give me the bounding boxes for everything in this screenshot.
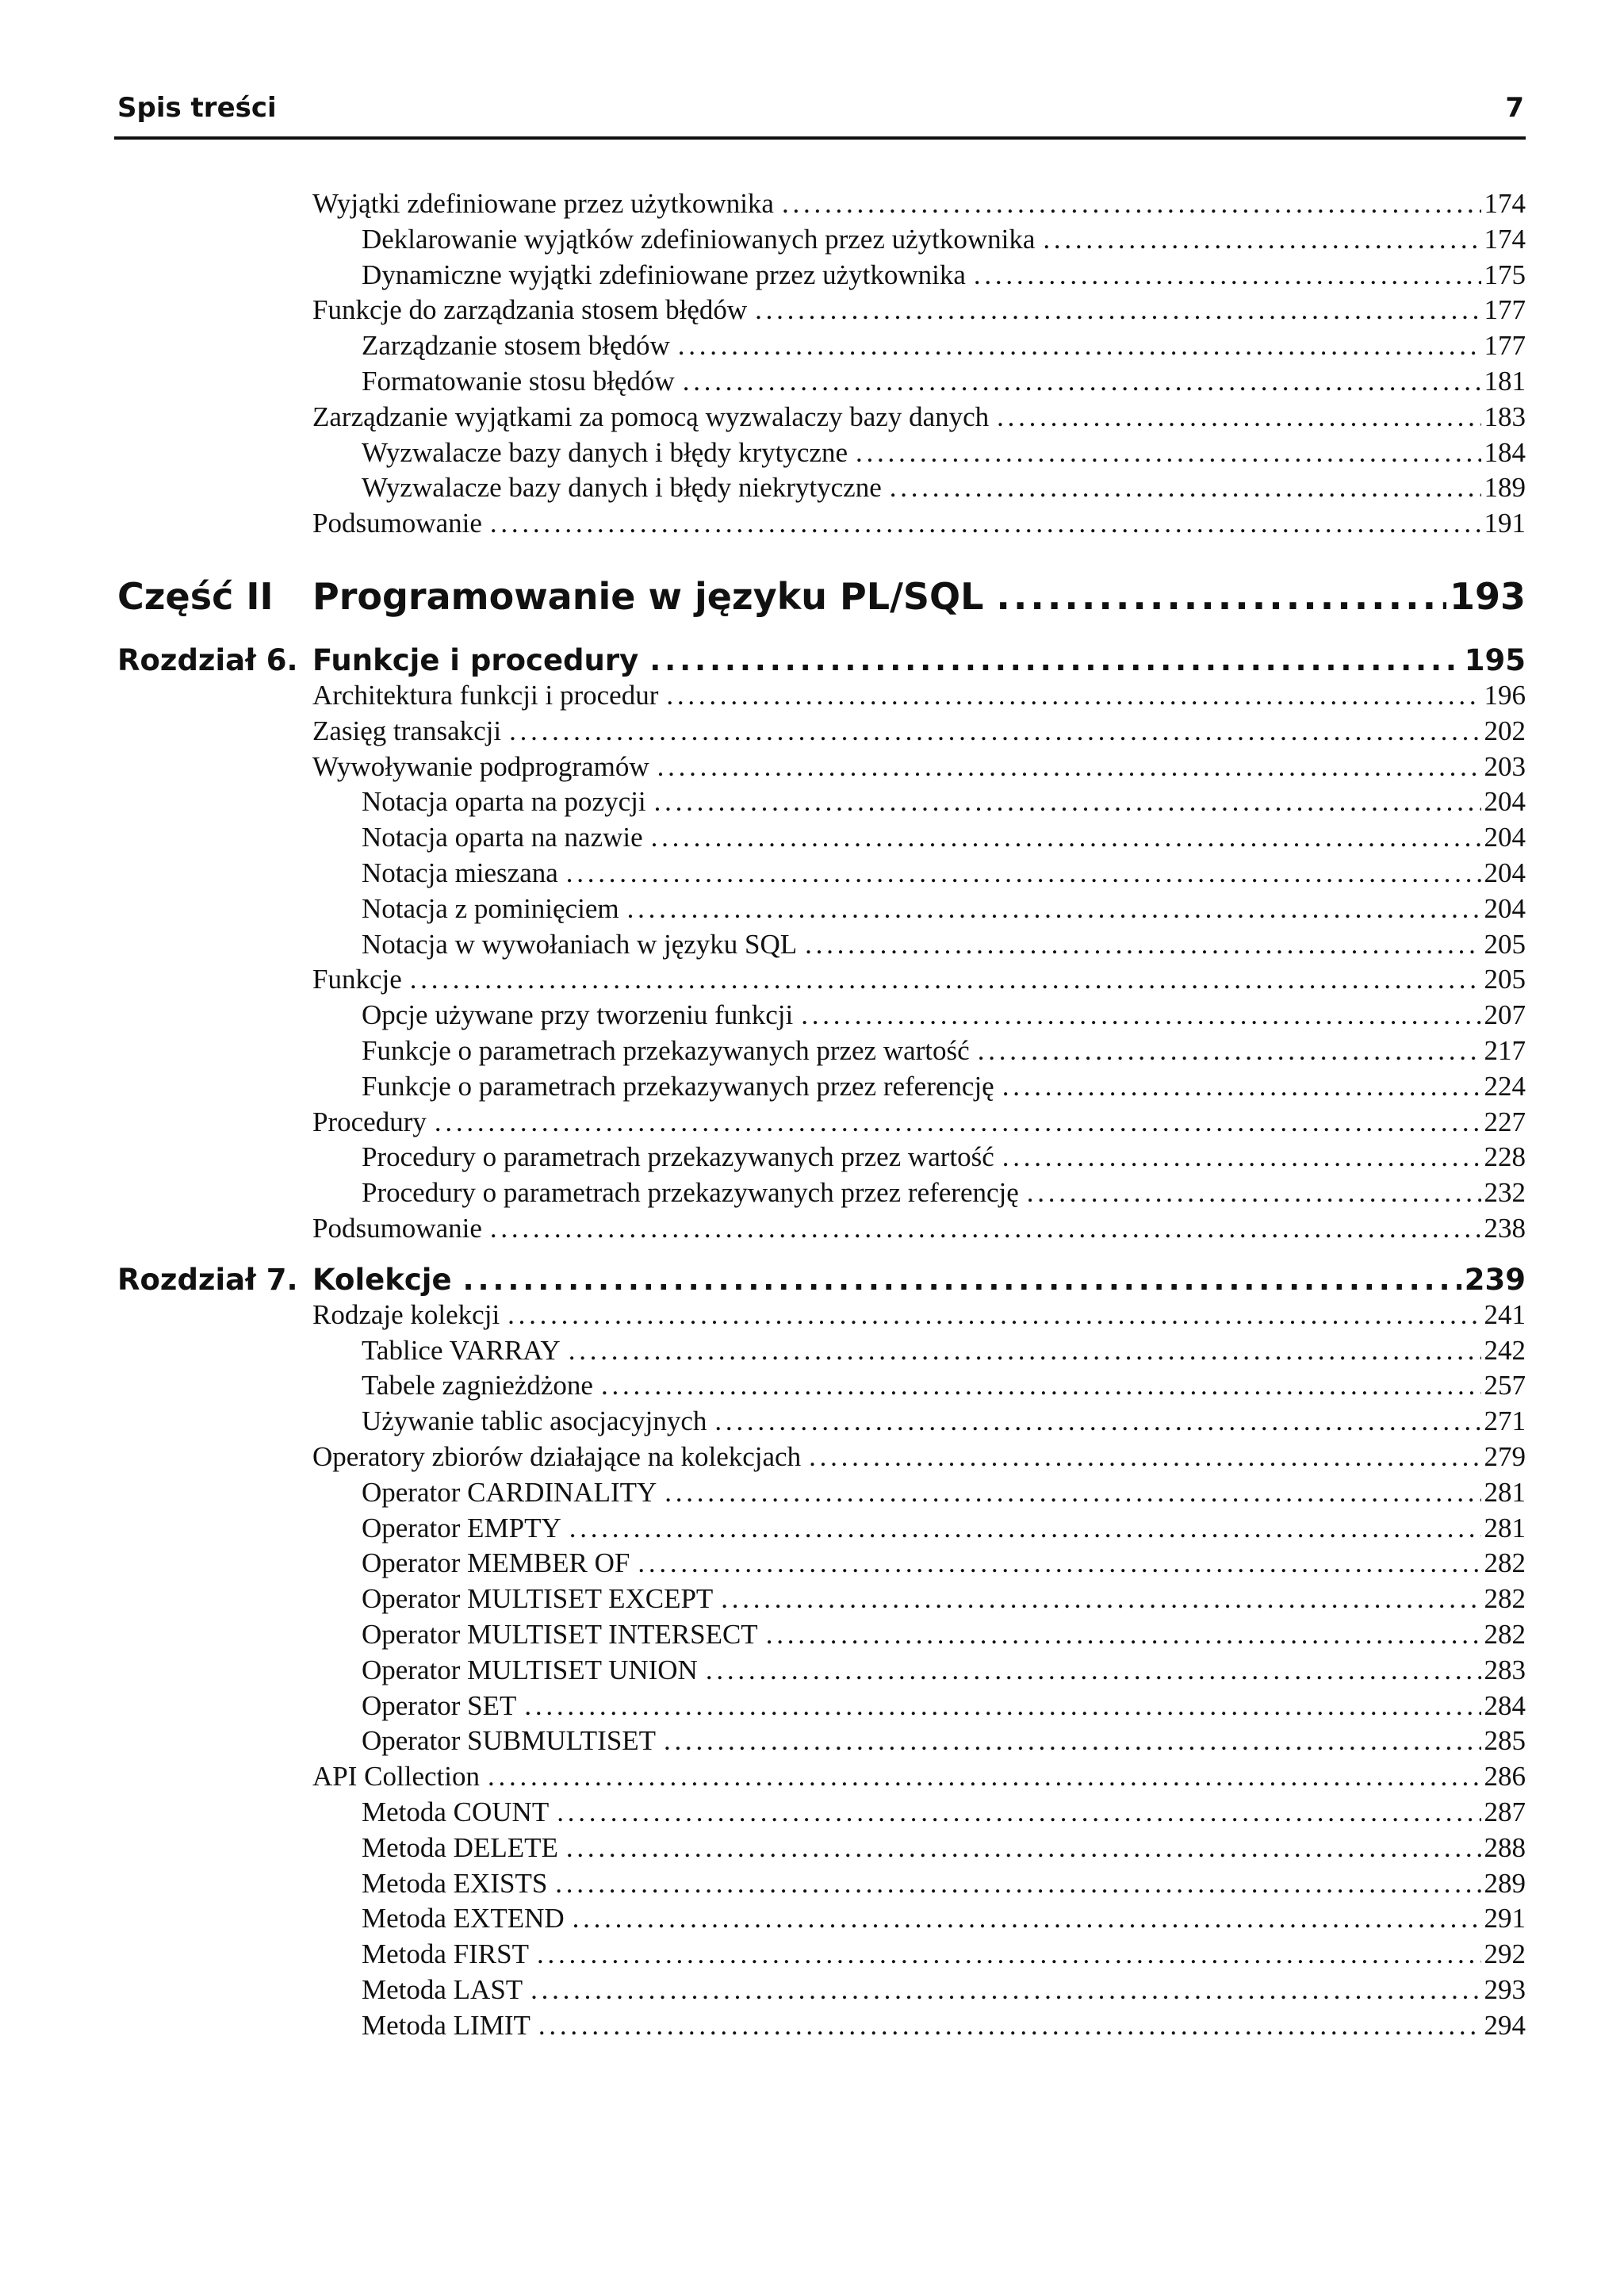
toc-entry-page-number: 204 [1484, 786, 1526, 818]
toc-entry [312, 680, 1526, 711]
toc-entry [362, 1583, 1526, 1615]
toc-entry [362, 1868, 1526, 1900]
toc-entry-row [114, 715, 1526, 750]
toc-entry-row [114, 2010, 1526, 2045]
toc-entry-page-number: 271 [1484, 1405, 1526, 1437]
toc-entry [312, 1106, 1526, 1138]
toc-entry-title: Operator SET [362, 1689, 517, 1721]
toc-entry-page-number: 241 [1484, 1298, 1526, 1330]
toc-entry-page-number: 232 [1484, 1177, 1526, 1209]
toc-entry-page-number: 191 [1484, 508, 1526, 539]
dot-leader [665, 1477, 1480, 1509]
toc-entry [312, 751, 1526, 783]
toc-entry-page-number: 224 [1484, 1070, 1526, 1102]
toc-entry-row [114, 330, 1526, 365]
toc-entry-title: Kolekcje [312, 1262, 452, 1297]
toc-entry [362, 1690, 1526, 1722]
toc-entry [362, 259, 1526, 291]
toc-entry-page-number: 282 [1484, 1583, 1526, 1615]
toc-entry [362, 366, 1526, 397]
toc-entry-row [114, 508, 1526, 543]
dot-leader [651, 822, 1481, 853]
toc-entry-row [114, 437, 1526, 472]
toc-entry-title: Metoda LAST [362, 1974, 523, 2005]
toc-entry-row [114, 1177, 1526, 1212]
toc-entry-row [114, 401, 1526, 436]
toc-entry-title: Notacja w wywołaniach w języku SQL [362, 928, 798, 960]
toc-entry-title: Notacja oparta na nazwie [362, 822, 643, 853]
toc-entry [362, 1974, 1526, 2006]
dot-leader [463, 1263, 1461, 1297]
toc-entry-page-number: 202 [1484, 715, 1526, 746]
toc-entry-title: Notacja mieszana [362, 857, 558, 888]
toc-entry [362, 1938, 1526, 1970]
toc-entry [362, 1832, 1526, 1864]
toc-entry-page-number: 174 [1484, 188, 1526, 219]
part-label: Część II [117, 575, 274, 618]
toc-entry-title: Funkcje i procedury [312, 643, 639, 677]
toc-entry-page-number: 288 [1484, 1831, 1526, 1863]
toc-entry-title: Procedury o parametrach przekazywanych przez wartość [362, 1141, 994, 1173]
dot-leader [890, 472, 1481, 504]
toc-entry-title: Metoda EXTEND [362, 1903, 565, 1934]
toc-entry-title: Procedury [312, 1106, 427, 1137]
dot-leader [1043, 224, 1480, 255]
toc-entry [312, 575, 1526, 618]
toc-entry [362, 1547, 1526, 1579]
toc-entry-row [114, 1761, 1526, 1796]
toc-entry-row [114, 1868, 1526, 1903]
toc-entry [362, 1141, 1526, 1173]
toc-entry-title: Metoda LIMIT [362, 2009, 530, 2041]
toc-entry-row [114, 1832, 1526, 1867]
toc-entry [362, 1477, 1526, 1509]
dot-leader [678, 330, 1481, 362]
toc-entry-page-number: 177 [1484, 330, 1526, 362]
toc-entry-row [114, 1513, 1526, 1547]
toc-entry-title: Tabele zagnieżdżone [362, 1370, 593, 1401]
toc-entry-page-number: 204 [1484, 822, 1526, 853]
dot-leader [714, 1405, 1480, 1437]
toc-entry-page-number: 292 [1484, 1938, 1526, 1970]
toc-entry-row [114, 188, 1526, 223]
toc-entry [312, 1761, 1526, 1793]
toc-entry-row [114, 472, 1526, 507]
toc-entry-title: Deklarowanie wyjątków zdefiniowanych przez użytkownika [362, 223, 1036, 255]
dot-leader [435, 1106, 1481, 1138]
toc-entry-row [114, 1974, 1526, 2009]
toc-entry-row [114, 1441, 1526, 1476]
toc-entry [312, 964, 1526, 995]
toc-entry-page-number: 242 [1484, 1334, 1526, 1366]
toc-entry-row [114, 857, 1526, 892]
dot-leader [996, 575, 1446, 618]
toc-entry [362, 929, 1526, 961]
toc-entry-title: Wyzwalacze bazy danych i błędy niekrytyczne [362, 472, 882, 504]
toc-entry-page-number: 175 [1484, 259, 1526, 290]
toc-entry [362, 1796, 1526, 1828]
toc-entry [362, 1035, 1526, 1067]
toc-entry-page-number: 205 [1484, 928, 1526, 960]
toc-entry-page-number: 204 [1484, 857, 1526, 888]
toc-entry-title: Tablice VARRAY [362, 1334, 561, 1366]
toc-entry [362, 893, 1526, 925]
toc-entry-row [114, 893, 1526, 928]
toc-entry [362, 1177, 1526, 1209]
toc-entry-row [114, 366, 1526, 401]
toc-entry-row [114, 999, 1526, 1034]
toc-entry-page-number: 281 [1484, 1512, 1526, 1543]
toc-entry-page-number: 204 [1484, 892, 1526, 924]
toc-entry [362, 1725, 1526, 1757]
dot-leader [508, 1299, 1480, 1331]
toc-entry [312, 401, 1526, 433]
toc-entry [362, 857, 1526, 889]
toc-entry [312, 1299, 1526, 1331]
toc-entry-title: Wyzwalacze bazy danych i błędy krytyczne [362, 436, 848, 468]
toc-entry [362, 330, 1526, 362]
toc-entry-row [114, 1619, 1526, 1654]
toc-entry-row [114, 751, 1526, 786]
dot-leader [1002, 1071, 1481, 1102]
page-header [114, 92, 1526, 140]
toc-entry [362, 786, 1526, 818]
toc-entry-page-number: 228 [1484, 1141, 1526, 1173]
toc-entry-page-number: 217 [1484, 1035, 1526, 1066]
toc-entry-page-number: 238 [1484, 1213, 1526, 1244]
toc-entry-row [114, 1547, 1526, 1582]
toc-entry-row [114, 1405, 1526, 1440]
toc-entry [362, 1405, 1526, 1437]
chapter-label: Rozdział 6. [117, 643, 298, 677]
toc-entry-title: Procedury o parametrach przekazywanych przez referencję [362, 1177, 1019, 1209]
toc-entry-row [114, 1655, 1526, 1689]
chapter-label: Rozdział 7. [117, 1262, 298, 1297]
toc-entry-page-number: 189 [1484, 472, 1526, 504]
toc-entry-row [114, 1071, 1526, 1106]
toc-entry [312, 188, 1526, 220]
toc-entry-title: Funkcje o parametrach przekazywanych przez referencję [362, 1070, 994, 1102]
dot-leader [538, 2010, 1481, 2042]
toc-entry-row [114, 1938, 1526, 1973]
dot-leader [805, 929, 1480, 961]
toc-entry-page-number: 293 [1484, 1974, 1526, 2005]
dot-leader [601, 1370, 1481, 1401]
toc-entry-row [114, 786, 1526, 821]
toc-entry-page-number: 239 [1464, 1262, 1526, 1297]
toc-entry [312, 715, 1526, 747]
toc-entry-row [114, 259, 1526, 294]
toc-entry [362, 472, 1526, 504]
toc-entry-title: Zarządzanie wyjątkami za pomocą wyzwalaczy bazy danych [312, 401, 990, 432]
toc-entry-row [114, 294, 1526, 329]
toc-entry-page-number: 195 [1464, 643, 1526, 677]
dot-leader [801, 999, 1480, 1031]
toc-entry-title: Operator EMPTY [362, 1512, 561, 1543]
toc-entry-page-number: 193 [1449, 575, 1526, 618]
toc-entry-row [114, 1299, 1526, 1334]
toc-entry-row [114, 1335, 1526, 1370]
toc-entry-page-number: 227 [1484, 1106, 1526, 1137]
toc-entry [362, 1335, 1526, 1367]
toc-entry-page-number: 203 [1484, 750, 1526, 782]
dot-leader [524, 1690, 1480, 1722]
toc-entry [362, 1903, 1526, 1934]
toc-entry-title: Operatory zbiorów działające na kolekcjach [312, 1441, 802, 1472]
toc-entry-page-number: 177 [1484, 294, 1526, 326]
toc-part-row [114, 575, 1526, 624]
toc-entry-row [114, 1213, 1526, 1248]
dot-leader [809, 1441, 1480, 1473]
dot-leader [978, 1035, 1481, 1067]
toc-entry-title: Operator MEMBER OF [362, 1547, 630, 1579]
toc-entry-page-number: 257 [1484, 1370, 1526, 1401]
toc-entry-page-number: 289 [1484, 1867, 1526, 1899]
toc-entry-page-number: 174 [1484, 223, 1526, 255]
toc-entry [362, 999, 1526, 1031]
toc-entry-title: Zasięg transakcji [312, 715, 502, 746]
toc-entry-page-number: 294 [1484, 2009, 1526, 2041]
dot-leader [488, 1761, 1481, 1793]
toc-entry-row [114, 1035, 1526, 1070]
toc-entry-row [114, 224, 1526, 259]
dot-leader [627, 893, 1481, 925]
toc-entry [362, 1513, 1526, 1544]
toc-entry-title: Metoda COUNT [362, 1796, 550, 1827]
toc-entry-title: Architektura funkcji i procedur [312, 680, 659, 711]
toc-entry-page-number: 291 [1484, 1903, 1526, 1934]
running-head-title: Spis treści [117, 92, 277, 124]
toc-entry-title: Używanie tablic asocjacyjnych [362, 1405, 707, 1437]
toc-entry-page-number: 286 [1484, 1761, 1526, 1793]
running-head-page-number: 7 [1505, 92, 1524, 124]
toc-entry-row [114, 1477, 1526, 1512]
toc-entry-title: API Collection [312, 1761, 480, 1793]
toc-entry-row [114, 1141, 1526, 1176]
toc-entry-title: Formatowanie stosu błędów [362, 366, 675, 397]
toc-entry-title: Podsumowanie [312, 508, 482, 539]
toc-entry [312, 1213, 1526, 1244]
dot-leader [490, 1213, 1481, 1244]
dot-leader [557, 1796, 1480, 1828]
toc-entry-page-number: 184 [1484, 436, 1526, 468]
toc-chapter-row [114, 643, 1526, 683]
toc-entry-row [114, 1725, 1526, 1760]
dot-leader [555, 1868, 1480, 1900]
toc-entry-page-number: 196 [1484, 680, 1526, 711]
toc-entry-title: Metoda EXISTS [362, 1867, 548, 1899]
toc-entry [362, 1619, 1526, 1651]
toc-entry-title: Opcje używane przy tworzeniu funkcji [362, 999, 794, 1031]
toc-entry-title: Operator MULTISET UNION [362, 1654, 698, 1685]
toc-entry [362, 1071, 1526, 1102]
dot-leader [1027, 1177, 1481, 1209]
toc-entry-row [114, 1370, 1526, 1405]
toc-entry-page-number: 283 [1484, 1654, 1526, 1685]
toc-entry-title: Zarządzanie stosem błędów [362, 330, 670, 362]
toc-entry [362, 822, 1526, 853]
dot-leader [657, 751, 1481, 783]
toc-entry-page-number: 282 [1484, 1547, 1526, 1579]
toc-entry [362, 437, 1526, 469]
toc-entry-row [114, 1106, 1526, 1141]
dot-leader [666, 680, 1480, 711]
dot-leader [782, 188, 1481, 220]
toc-entry-title: Notacja z pominięciem [362, 892, 619, 924]
dot-leader [573, 1903, 1481, 1934]
dot-leader [530, 1974, 1480, 2006]
toc-entry-title: Funkcje do zarządzania stosem błędów [312, 294, 748, 326]
toc-entry [312, 1263, 1526, 1297]
toc-entry-row [114, 680, 1526, 715]
toc-entry-row [114, 1690, 1526, 1725]
toc-entry-page-number: 207 [1484, 999, 1526, 1031]
toc-entry-row [114, 929, 1526, 964]
toc-entry-page-number: 183 [1484, 401, 1526, 432]
toc-entry-title: Dynamiczne wyjątki zdefiniowane przez użytkownika [362, 259, 966, 290]
toc-entry-row [114, 1903, 1526, 1938]
toc-entry-title: Podsumowanie [312, 1213, 482, 1244]
dot-leader [410, 964, 1481, 995]
dot-leader [490, 508, 1481, 539]
toc-entry-title: Rodzaje kolekcji [312, 1298, 500, 1330]
toc-entry-title: Wyjątki zdefiniowane przez użytkownika [312, 188, 774, 219]
toc-entry-title: Operator SUBMULTISET [362, 1725, 657, 1757]
dot-leader [766, 1619, 1481, 1651]
toc-entry-title: Metoda FIRST [362, 1938, 529, 1970]
toc-entry-page-number: 287 [1484, 1796, 1526, 1827]
toc-entry-row [114, 1583, 1526, 1618]
toc-entry-title: Operator CARDINALITY [362, 1476, 657, 1508]
dot-leader [638, 1547, 1480, 1579]
toc-entry-page-number: 284 [1484, 1689, 1526, 1721]
toc-entry-title: Funkcje o parametrach przekazywanych przez wartość [362, 1035, 970, 1066]
toc-entry [362, 224, 1526, 255]
dot-leader [856, 437, 1481, 469]
dot-leader [755, 294, 1480, 326]
toc-entry-title: Wywoływanie podprogramów [312, 750, 649, 782]
toc-entry-page-number: 282 [1484, 1619, 1526, 1650]
dot-leader [566, 857, 1481, 889]
dot-leader [537, 1938, 1481, 1970]
dot-leader [649, 643, 1461, 677]
dot-leader [569, 1513, 1481, 1544]
toc-entry-title: Notacja oparta na pozycji [362, 786, 646, 818]
dot-leader [664, 1725, 1480, 1757]
dot-leader [654, 786, 1481, 818]
toc-entry [362, 1370, 1526, 1401]
toc-entry-row [114, 1796, 1526, 1831]
toc-entry [312, 294, 1526, 326]
toc-entry-title: Programowanie w języku PL/SQL [312, 575, 984, 618]
toc-entry-page-number: 285 [1484, 1725, 1526, 1757]
toc-entry-row [114, 964, 1526, 999]
toc-entry-page-number: 281 [1484, 1476, 1526, 1508]
dot-leader [569, 1335, 1481, 1367]
dot-leader [683, 366, 1481, 397]
toc-entry [312, 643, 1526, 677]
toc-entry [312, 508, 1526, 539]
toc-entry-title: Metoda DELETE [362, 1831, 558, 1863]
dot-leader [721, 1583, 1480, 1615]
toc-entry [362, 2010, 1526, 2042]
toc-entry [362, 1655, 1526, 1686]
toc-entry-title: Operator MULTISET INTERSECT [362, 1619, 758, 1650]
toc-entry-page-number: 279 [1484, 1441, 1526, 1472]
dot-leader [997, 401, 1480, 433]
toc-entry-title: Operator MULTISET EXCEPT [362, 1583, 714, 1615]
dot-leader [509, 715, 1480, 747]
toc-entry-page-number: 205 [1484, 964, 1526, 995]
toc-entry-title: Funkcje [312, 964, 402, 995]
dot-leader [706, 1655, 1481, 1686]
dot-leader [1002, 1141, 1481, 1173]
toc-entry-page-number: 181 [1484, 366, 1526, 397]
toc-chapter-row [114, 1263, 1526, 1302]
toc-entry-row [114, 822, 1526, 857]
toc-entry [312, 1441, 1526, 1473]
dot-leader [974, 259, 1481, 291]
dot-leader [566, 1832, 1481, 1864]
